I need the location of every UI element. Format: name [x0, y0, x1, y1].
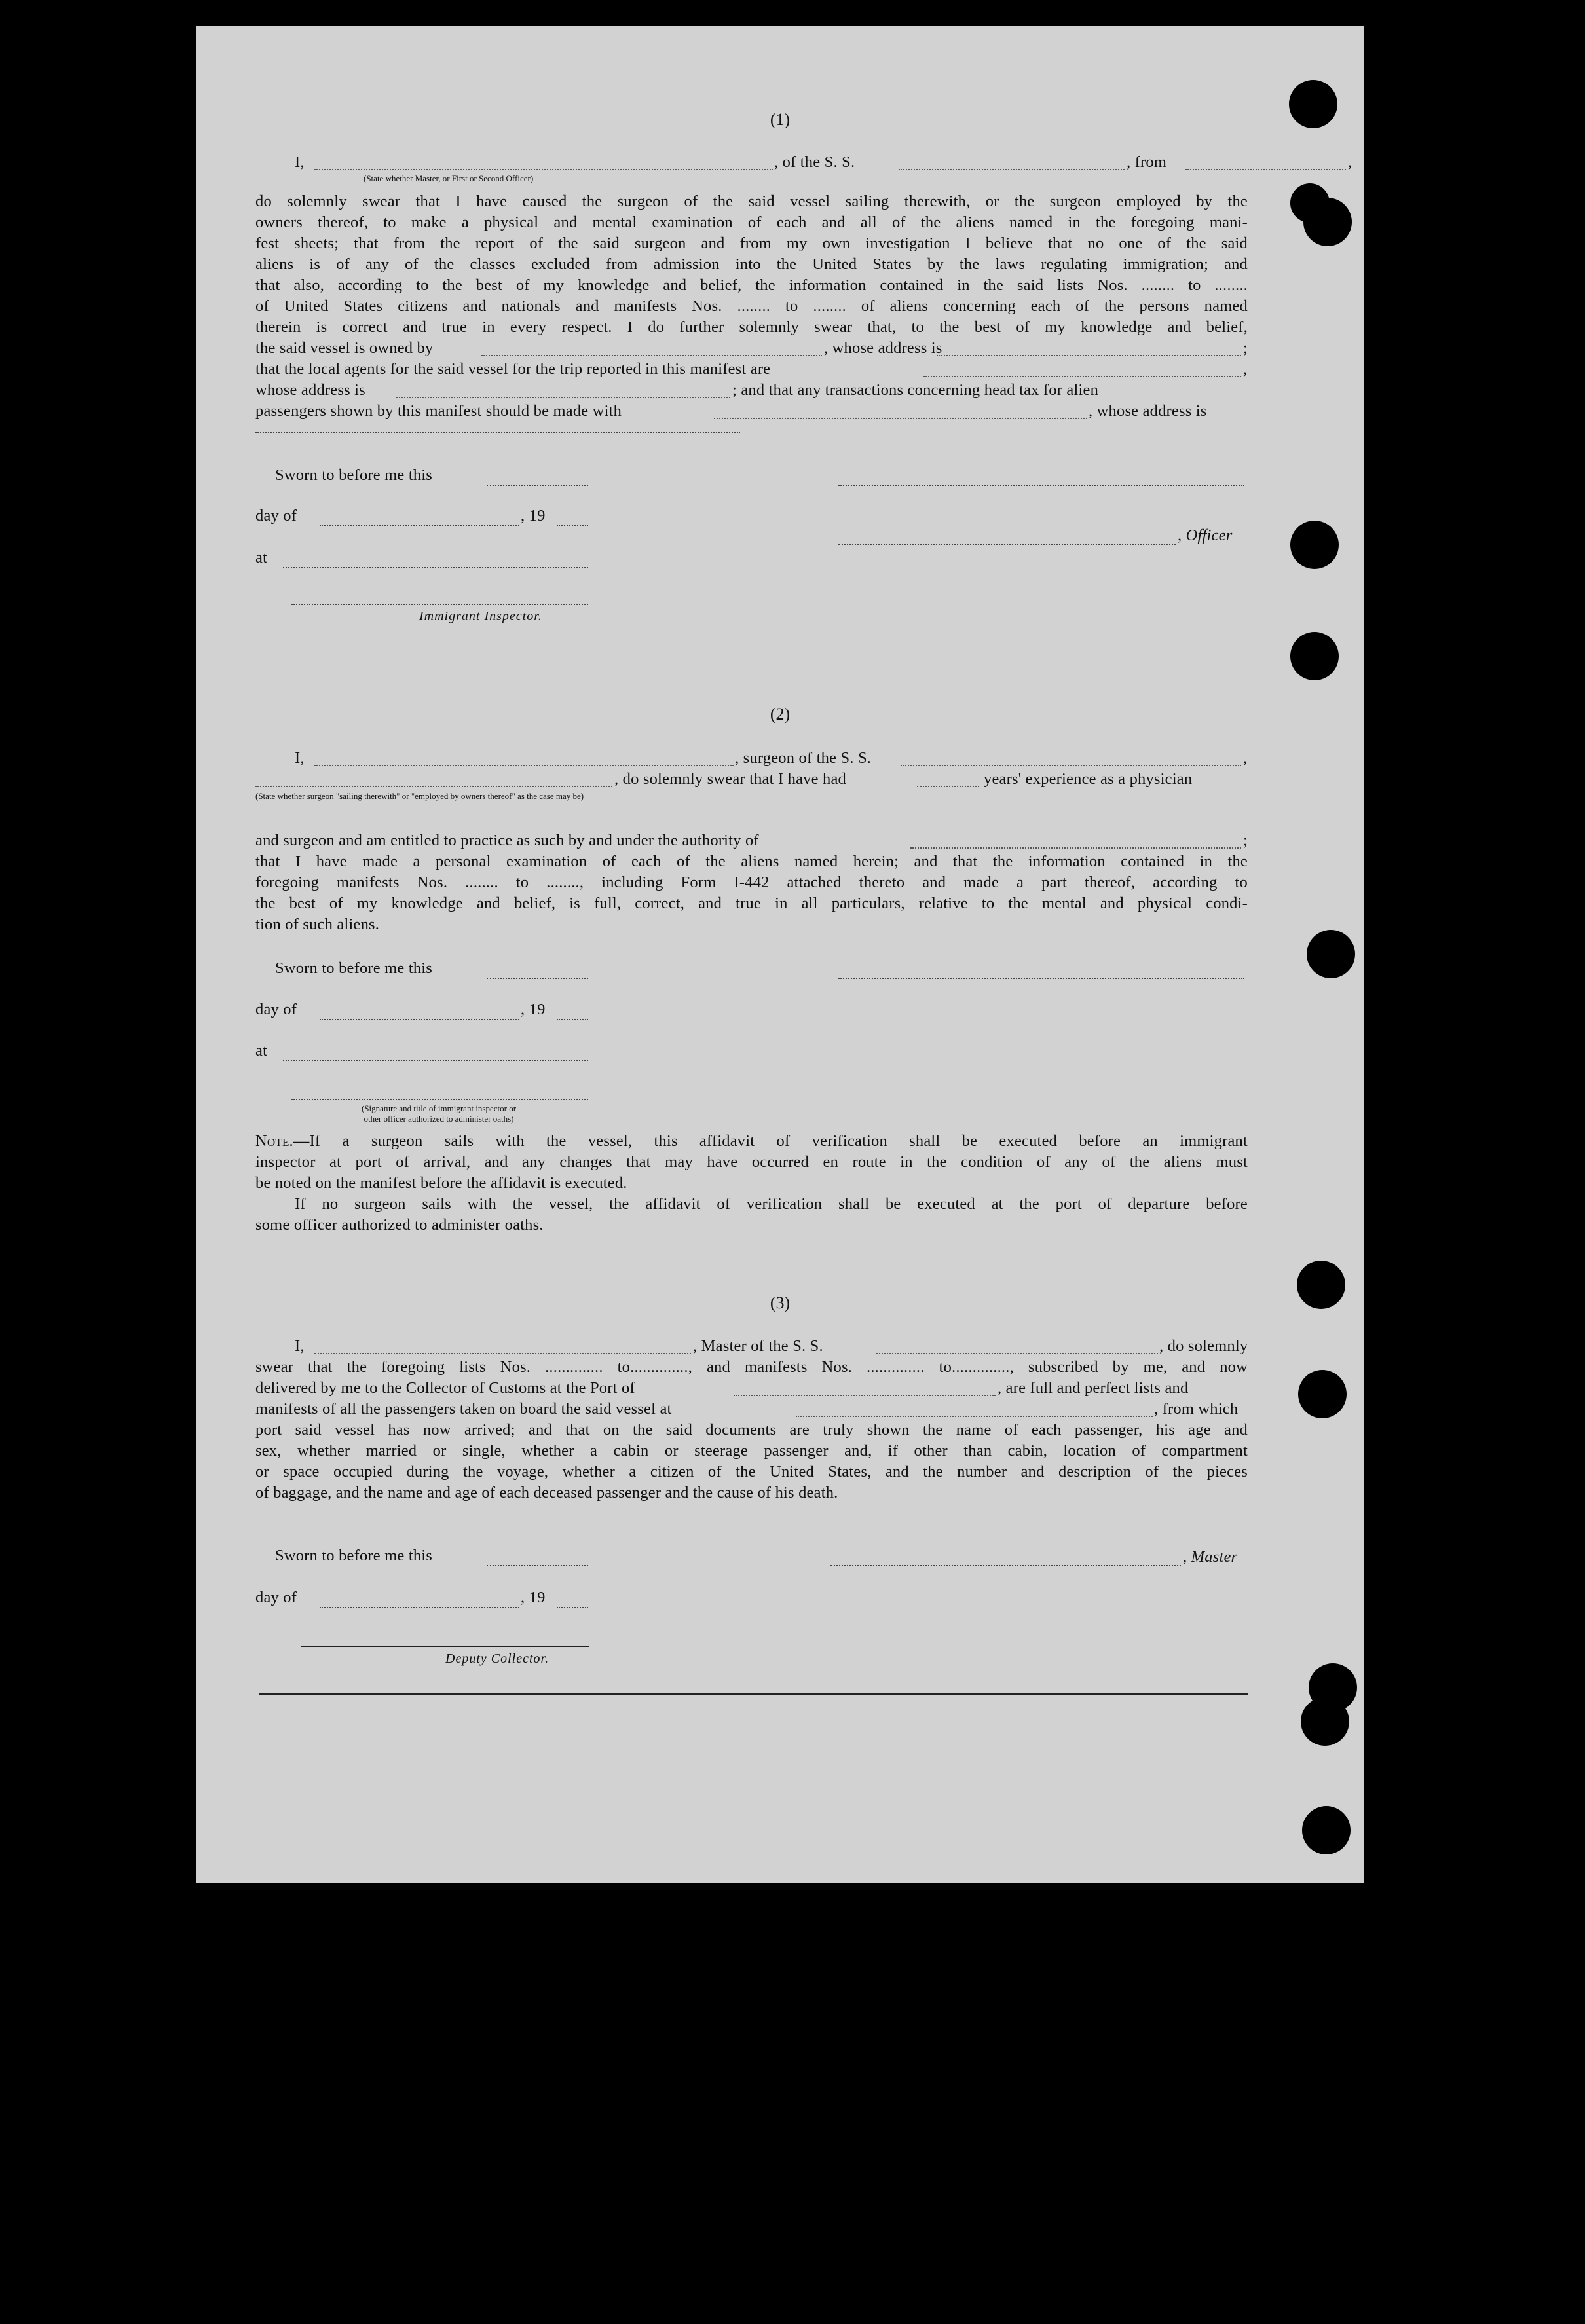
text: , surgeon of the S. S. — [735, 749, 872, 767]
text: I, — [295, 153, 305, 171]
text: other officer authorized to administer oaths) — [364, 1114, 514, 1124]
head-tax-line — [255, 401, 1248, 422]
text: , from — [1127, 153, 1167, 171]
text: ; — [1243, 339, 1248, 357]
at-field[interactable] — [283, 567, 588, 568]
text: ; and that any transactions concerning head tax for alien — [732, 381, 1099, 399]
text: that the local agents for the said vessel for the trip reported in this manifest are — [255, 360, 771, 378]
note-line: If no surgeon sails with the vessel, the affidavit of verification shall be executed at the port of departure before — [295, 1195, 1248, 1213]
sworn-label: Sworn to before me this — [275, 466, 433, 484]
punch-hole — [1301, 1697, 1349, 1746]
body-line: swear that the foregoing lists Nos. .............. to.............., and manifests Nos. .............. to.............., subscribed by me, and now — [255, 1358, 1248, 1376]
section-1-body — [255, 191, 1248, 422]
text: delivered by me to the Collector of Customs at the Port of — [255, 1379, 635, 1397]
section-1-line-1 — [255, 152, 1352, 173]
body-line: of United States citizens and nationals and manifests Nos. ........ to ........ of aliens concerning each of the persons named — [255, 297, 1248, 315]
section-2-line-2 — [255, 769, 1248, 790]
text: the said vessel is owned by — [255, 339, 434, 357]
day-of-field[interactable] — [320, 525, 519, 526]
body-line: that I have made a personal examination of each of the aliens named herein; and that the information contained in the — [255, 853, 1248, 870]
text: and surgeon and am entitled to practice as such by and under the authority of — [255, 832, 759, 849]
day-of-field[interactable] — [320, 1607, 519, 1608]
section-2-heading: (2) — [770, 705, 791, 724]
punch-hole — [1290, 183, 1330, 223]
punch-hole — [1307, 930, 1355, 978]
agents-line — [255, 359, 1248, 380]
at-label: at — [255, 549, 268, 566]
inspector-signature-line[interactable] — [291, 1099, 588, 1100]
officer-note: (State whether Master, or First or Second Officer) — [364, 174, 534, 183]
body-line: the best of my knowledge and belief, is full, correct, and true in all particulars, relative to the mental and physical condi- — [255, 895, 1248, 912]
sworn-label: Sworn to before me this — [275, 1547, 433, 1564]
surgeon-status-field[interactable] — [255, 770, 612, 793]
year-label: , 19 — [521, 507, 546, 525]
body-line: that also, according to the best of my knowledge and belief, the information contained in the said lists Nos. ........ to ........ — [255, 276, 1248, 294]
day-of-label: day of — [255, 1001, 297, 1018]
text: , — [1243, 749, 1248, 767]
sworn-date-field[interactable] — [487, 485, 588, 486]
deputy-signature-line[interactable] — [301, 1646, 589, 1647]
sworn-label: Sworn to before me this — [275, 959, 433, 977]
section-2-line-1 — [255, 748, 1248, 769]
inspector-signature-line[interactable] — [291, 604, 588, 605]
year-label: , 19 — [521, 1589, 546, 1606]
punch-hole — [1302, 1806, 1351, 1854]
note-line: be noted on the manifest before the affidavit is executed. — [255, 1174, 627, 1192]
owner-line — [255, 338, 1248, 359]
text: , — [1243, 360, 1248, 378]
note-line — [255, 1131, 1248, 1152]
agent-address-line — [255, 380, 1248, 401]
sworn-date-field[interactable] — [487, 978, 588, 979]
section-3-heading: (3) — [770, 1293, 791, 1312]
punch-hole — [1290, 521, 1339, 569]
day-of-label: day of — [255, 1589, 297, 1606]
punch-hole — [1289, 80, 1337, 128]
text: , do solemnly — [1159, 1337, 1248, 1355]
departure-line — [255, 1399, 1248, 1420]
master-label: , Master — [1183, 1548, 1238, 1566]
year-field[interactable] — [557, 1019, 588, 1020]
text: , are full and perfect lists and — [998, 1379, 1189, 1397]
deputy-label: Deputy Collector. — [445, 1651, 550, 1666]
year-field[interactable] — [557, 525, 588, 526]
day-of-label: day of — [255, 507, 297, 525]
body-line: sex, whether married or single, whether a cabin or steerage passenger and, if other than cabin, location of compartment — [255, 1442, 1248, 1460]
note-label: Note. — [255, 1132, 293, 1150]
from-port-field[interactable] — [1185, 153, 1346, 176]
text: passengers shown by this manifest should be made with — [255, 402, 622, 420]
body-line: do solemnly swear that I have caused the surgeon of the said vessel sailing therewith, or the surgeon employed by the — [255, 193, 1248, 210]
master-signature-line[interactable] — [830, 1565, 1181, 1566]
text: , — [1348, 153, 1352, 171]
surgeon-note: (State whether surgeon "sailing therewith" or "employed by owners thereof" as the case may be) — [255, 791, 584, 801]
text: whose address is — [255, 381, 365, 399]
body-line: of baggage, and the name and age of each deceased passenger and the cause of his death. — [255, 1484, 838, 1502]
sworn-date-field[interactable] — [487, 1565, 588, 1566]
section-1 — [255, 152, 1352, 183]
year-field[interactable] — [557, 1607, 588, 1608]
body-line: owners thereof, to make a physical and mental examination of each and all of the aliens named in the foregoing mani- — [255, 213, 1248, 231]
text: , whose address is — [1089, 402, 1207, 420]
text: years' experience as a physician — [984, 770, 1193, 788]
officer-name-line[interactable] — [838, 544, 1176, 545]
head-tax-address-field[interactable] — [255, 432, 740, 433]
section-3 — [255, 1336, 1248, 1503]
text: , from which — [1154, 1400, 1239, 1418]
port-line — [255, 1378, 1248, 1399]
inspector-label: Immigrant Inspector. — [419, 609, 542, 623]
officer-label: , Officer — [1178, 526, 1233, 544]
text: , Master of the S. S. — [693, 1337, 823, 1355]
body-line: therein is correct and true in every respect. I do further solemnly swear that, to the best of my knowledge and belief, — [255, 318, 1248, 336]
note-line: inspector at port of arrival, and any changes that may have occurred en route in the condition of any of the aliens must — [255, 1153, 1248, 1171]
note-line: some officer authorized to administer oaths. — [255, 1216, 544, 1234]
day-of-field[interactable] — [320, 1019, 519, 1020]
year-label: , 19 — [521, 1001, 546, 1018]
text: , whose address is — [824, 339, 942, 357]
text: I, — [295, 1337, 305, 1355]
section-3-line-1 — [255, 1336, 1248, 1357]
text: ; — [1243, 832, 1248, 849]
body-line: port said vessel has now arrived; and that on the said documents are truly shown the name of each passenger, his age and — [255, 1421, 1248, 1439]
text: (Signature and title of immigrant inspector or — [361, 1103, 517, 1113]
authority-line — [255, 830, 1248, 851]
text: I, — [295, 749, 305, 767]
body-line: foregoing manifests Nos. ........ to ........, including Form I-442 attached thereto and made a part thereof, according to — [255, 874, 1248, 891]
punch-hole — [1290, 632, 1339, 680]
officer-signature-line[interactable] — [838, 485, 1244, 486]
body-line: fest sheets; that from the report of the said surgeon and from my own investigation I believe that no one of the said — [255, 234, 1248, 252]
body-line: or space occupied during the voyage, whether a citizen of the United States, and the number and description of the pieces — [255, 1463, 1248, 1481]
surgeon-signature-line[interactable] — [838, 978, 1244, 979]
vessel-name-field[interactable] — [899, 153, 1125, 176]
text: , of the S. S. — [774, 153, 855, 171]
head-tax-contact-field[interactable] — [714, 402, 1087, 425]
text: , do solemnly swear that I have had — [614, 770, 846, 788]
punch-hole — [1298, 1370, 1347, 1418]
text: —If a surgeon sails with the vessel, this affidavit of verification shall be executed before an immigrant — [293, 1132, 1248, 1150]
section-2-note — [255, 1131, 1248, 1236]
years-experience-field[interactable] — [917, 770, 979, 793]
at-label: at — [255, 1042, 268, 1060]
section-2 — [255, 748, 1248, 801]
section-1-heading: (1) — [770, 110, 791, 129]
at-field[interactable] — [283, 1060, 588, 1061]
signature-caption — [327, 1103, 550, 1124]
punch-hole — [1297, 1261, 1345, 1309]
body-line: aliens is of any of the classes excluded from admission into the United States by the laws regulating immigration; and — [255, 255, 1248, 273]
section-2-body — [255, 830, 1248, 935]
bottom-rule — [259, 1693, 1248, 1695]
master-name-field[interactable] — [314, 153, 773, 176]
text: manifests of all the passengers taken on board the said vessel at — [255, 1400, 672, 1418]
form-page — [196, 26, 1364, 1883]
body-line: tion of such aliens. — [255, 915, 380, 933]
